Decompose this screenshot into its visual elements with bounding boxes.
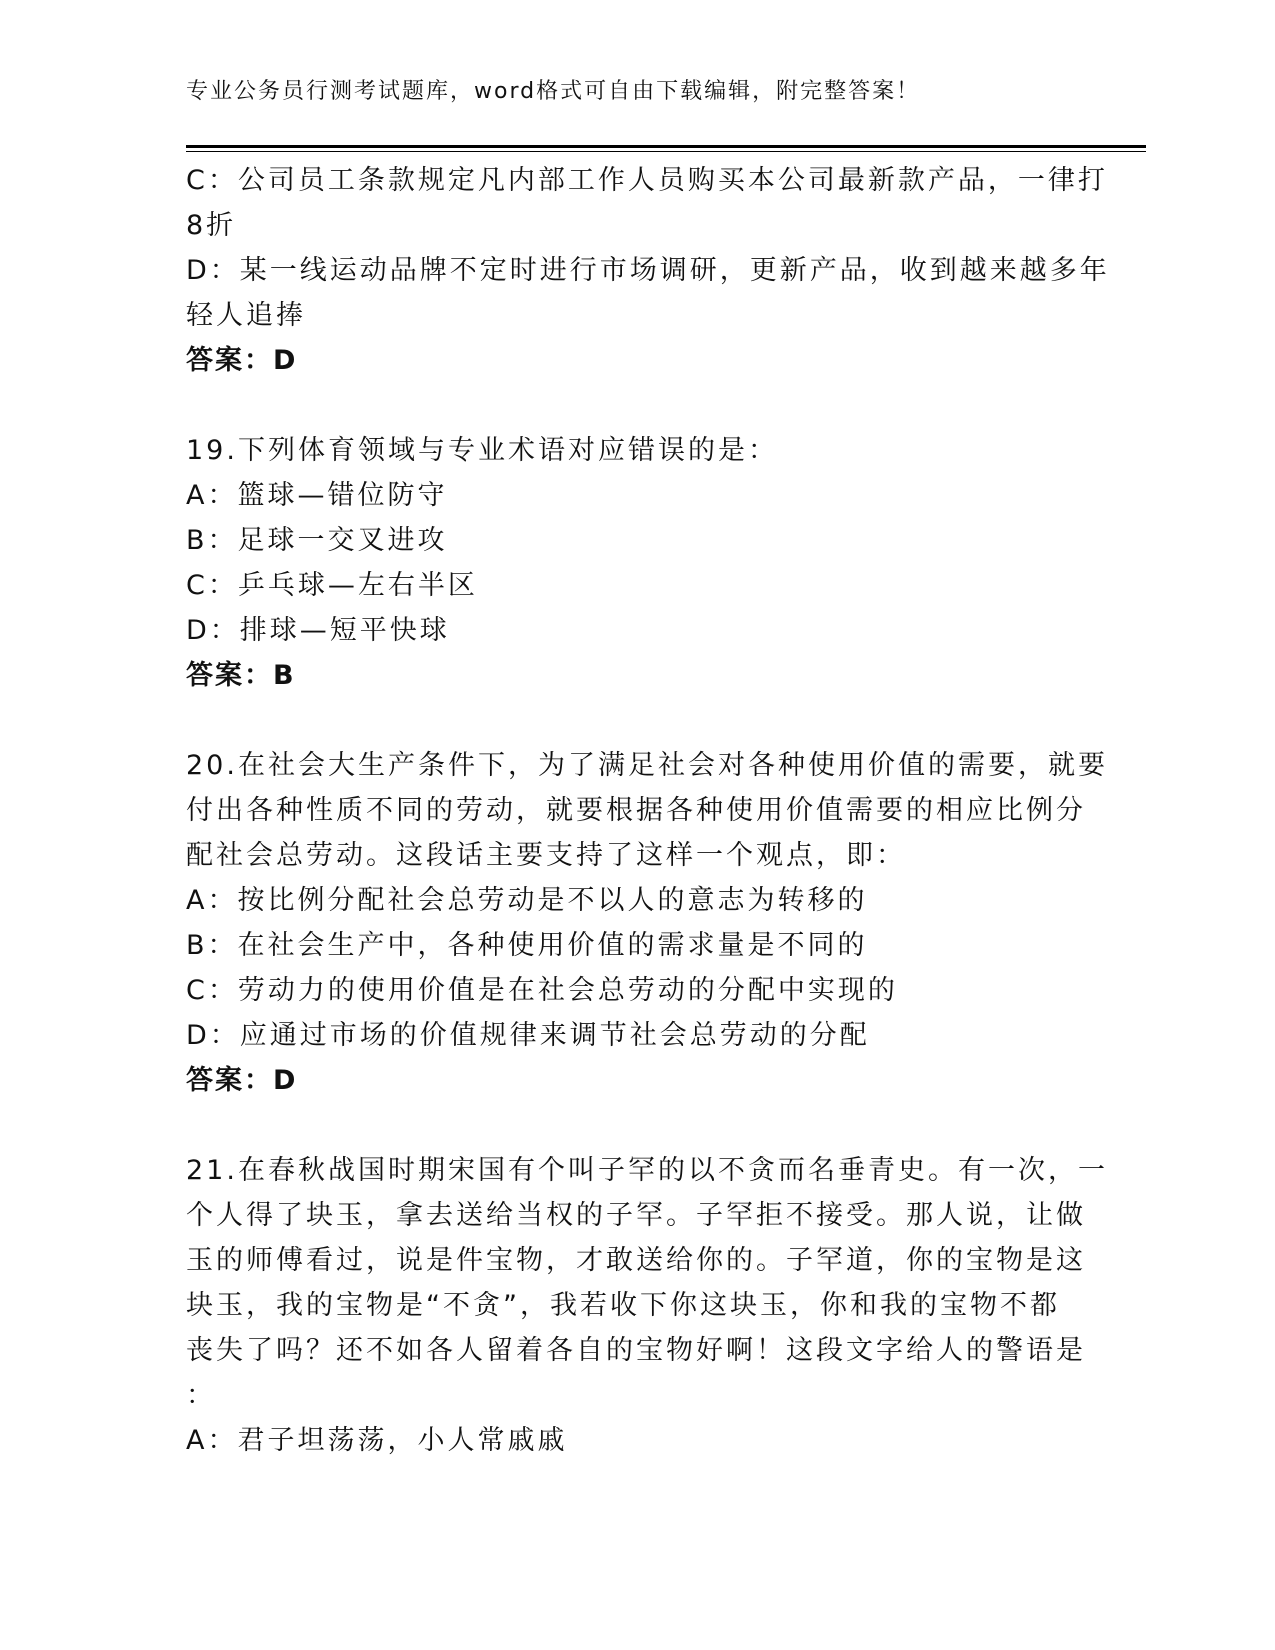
- text-line: C：劳动力的使用价值是在社会总劳动的分配中实现的: [186, 975, 898, 1006]
- paragraph-gap: [186, 1103, 1076, 1148]
- page-header: 专业公务员行测考试题库，word格式可自由下载编辑，附完整答案！: [186, 79, 921, 104]
- paragraph-gap: [186, 698, 1076, 743]
- text-line: A：按比例分配社会总劳动是不以人的意志为转移的: [186, 885, 868, 916]
- document-body: [186, 158, 1110, 1463]
- text-line: B：足球一交叉进攻: [186, 525, 448, 556]
- text-line: D：某一线运动品牌不定时进行市场调研，更新产品，收到越来越多年: [186, 255, 1110, 286]
- paragraph-gap: [186, 383, 1076, 428]
- text-line: D：应通过市场的价值规律来调节社会总劳动的分配: [186, 1020, 870, 1051]
- text-line: A：篮球—错位防守: [186, 480, 448, 511]
- text-line: 8折: [186, 210, 237, 241]
- text-line: D：排球—短平快球: [186, 615, 450, 646]
- text-line: 付出各种性质不同的劳动，就要根据各种使用价值需要的相应比例分: [186, 795, 1086, 826]
- text-line: 丧失了吗？还不如各人留着各自的宝物好啊！这段文字给人的警语是: [186, 1335, 1086, 1366]
- answer-line: 答案：D: [186, 1065, 298, 1096]
- text-line: A：君子坦荡荡，小人常戚戚: [186, 1425, 568, 1456]
- text-line: 玉的师傅看过，说是件宝物，才敢送给你的。子罕道，你的宝物是这: [186, 1245, 1086, 1276]
- text-line: 个人得了块玉，拿去送给当权的子罕。子罕拒不接受。那人说，让做: [186, 1200, 1086, 1231]
- text-line: 21.在春秋战国时期宋国有个叫子罕的以不贪而名垂青史。有一次，一: [186, 1155, 1108, 1186]
- answer-line: 答案：B: [186, 660, 296, 691]
- text-line: 块玉，我的宝物是“不贪”，我若收下你这块玉，你和我的宝物不都: [186, 1290, 1060, 1321]
- text-line: 轻人追捧: [186, 300, 306, 331]
- text-line: ：: [186, 1380, 216, 1411]
- header-rule-thin: [186, 151, 1146, 152]
- answer-line: 答案：D: [186, 345, 298, 376]
- header-rule-thick: [186, 145, 1146, 148]
- text-line: C：乒乓球—左右半区: [186, 570, 478, 601]
- text-line: B：在社会生产中，各种使用价值的需求量是不同的: [186, 930, 868, 961]
- text-line: 20.在社会大生产条件下，为了满足社会对各种使用价值的需要，就要: [186, 750, 1108, 781]
- text-line: C：公司员工条款规定凡内部工作人员购买本公司最新款产品，一律打: [186, 165, 1108, 196]
- text-line: 19.下列体育领域与专业术语对应错误的是：: [186, 435, 778, 466]
- text-line: 配社会总劳动。这段话主要支持了这样一个观点，即：: [186, 840, 906, 871]
